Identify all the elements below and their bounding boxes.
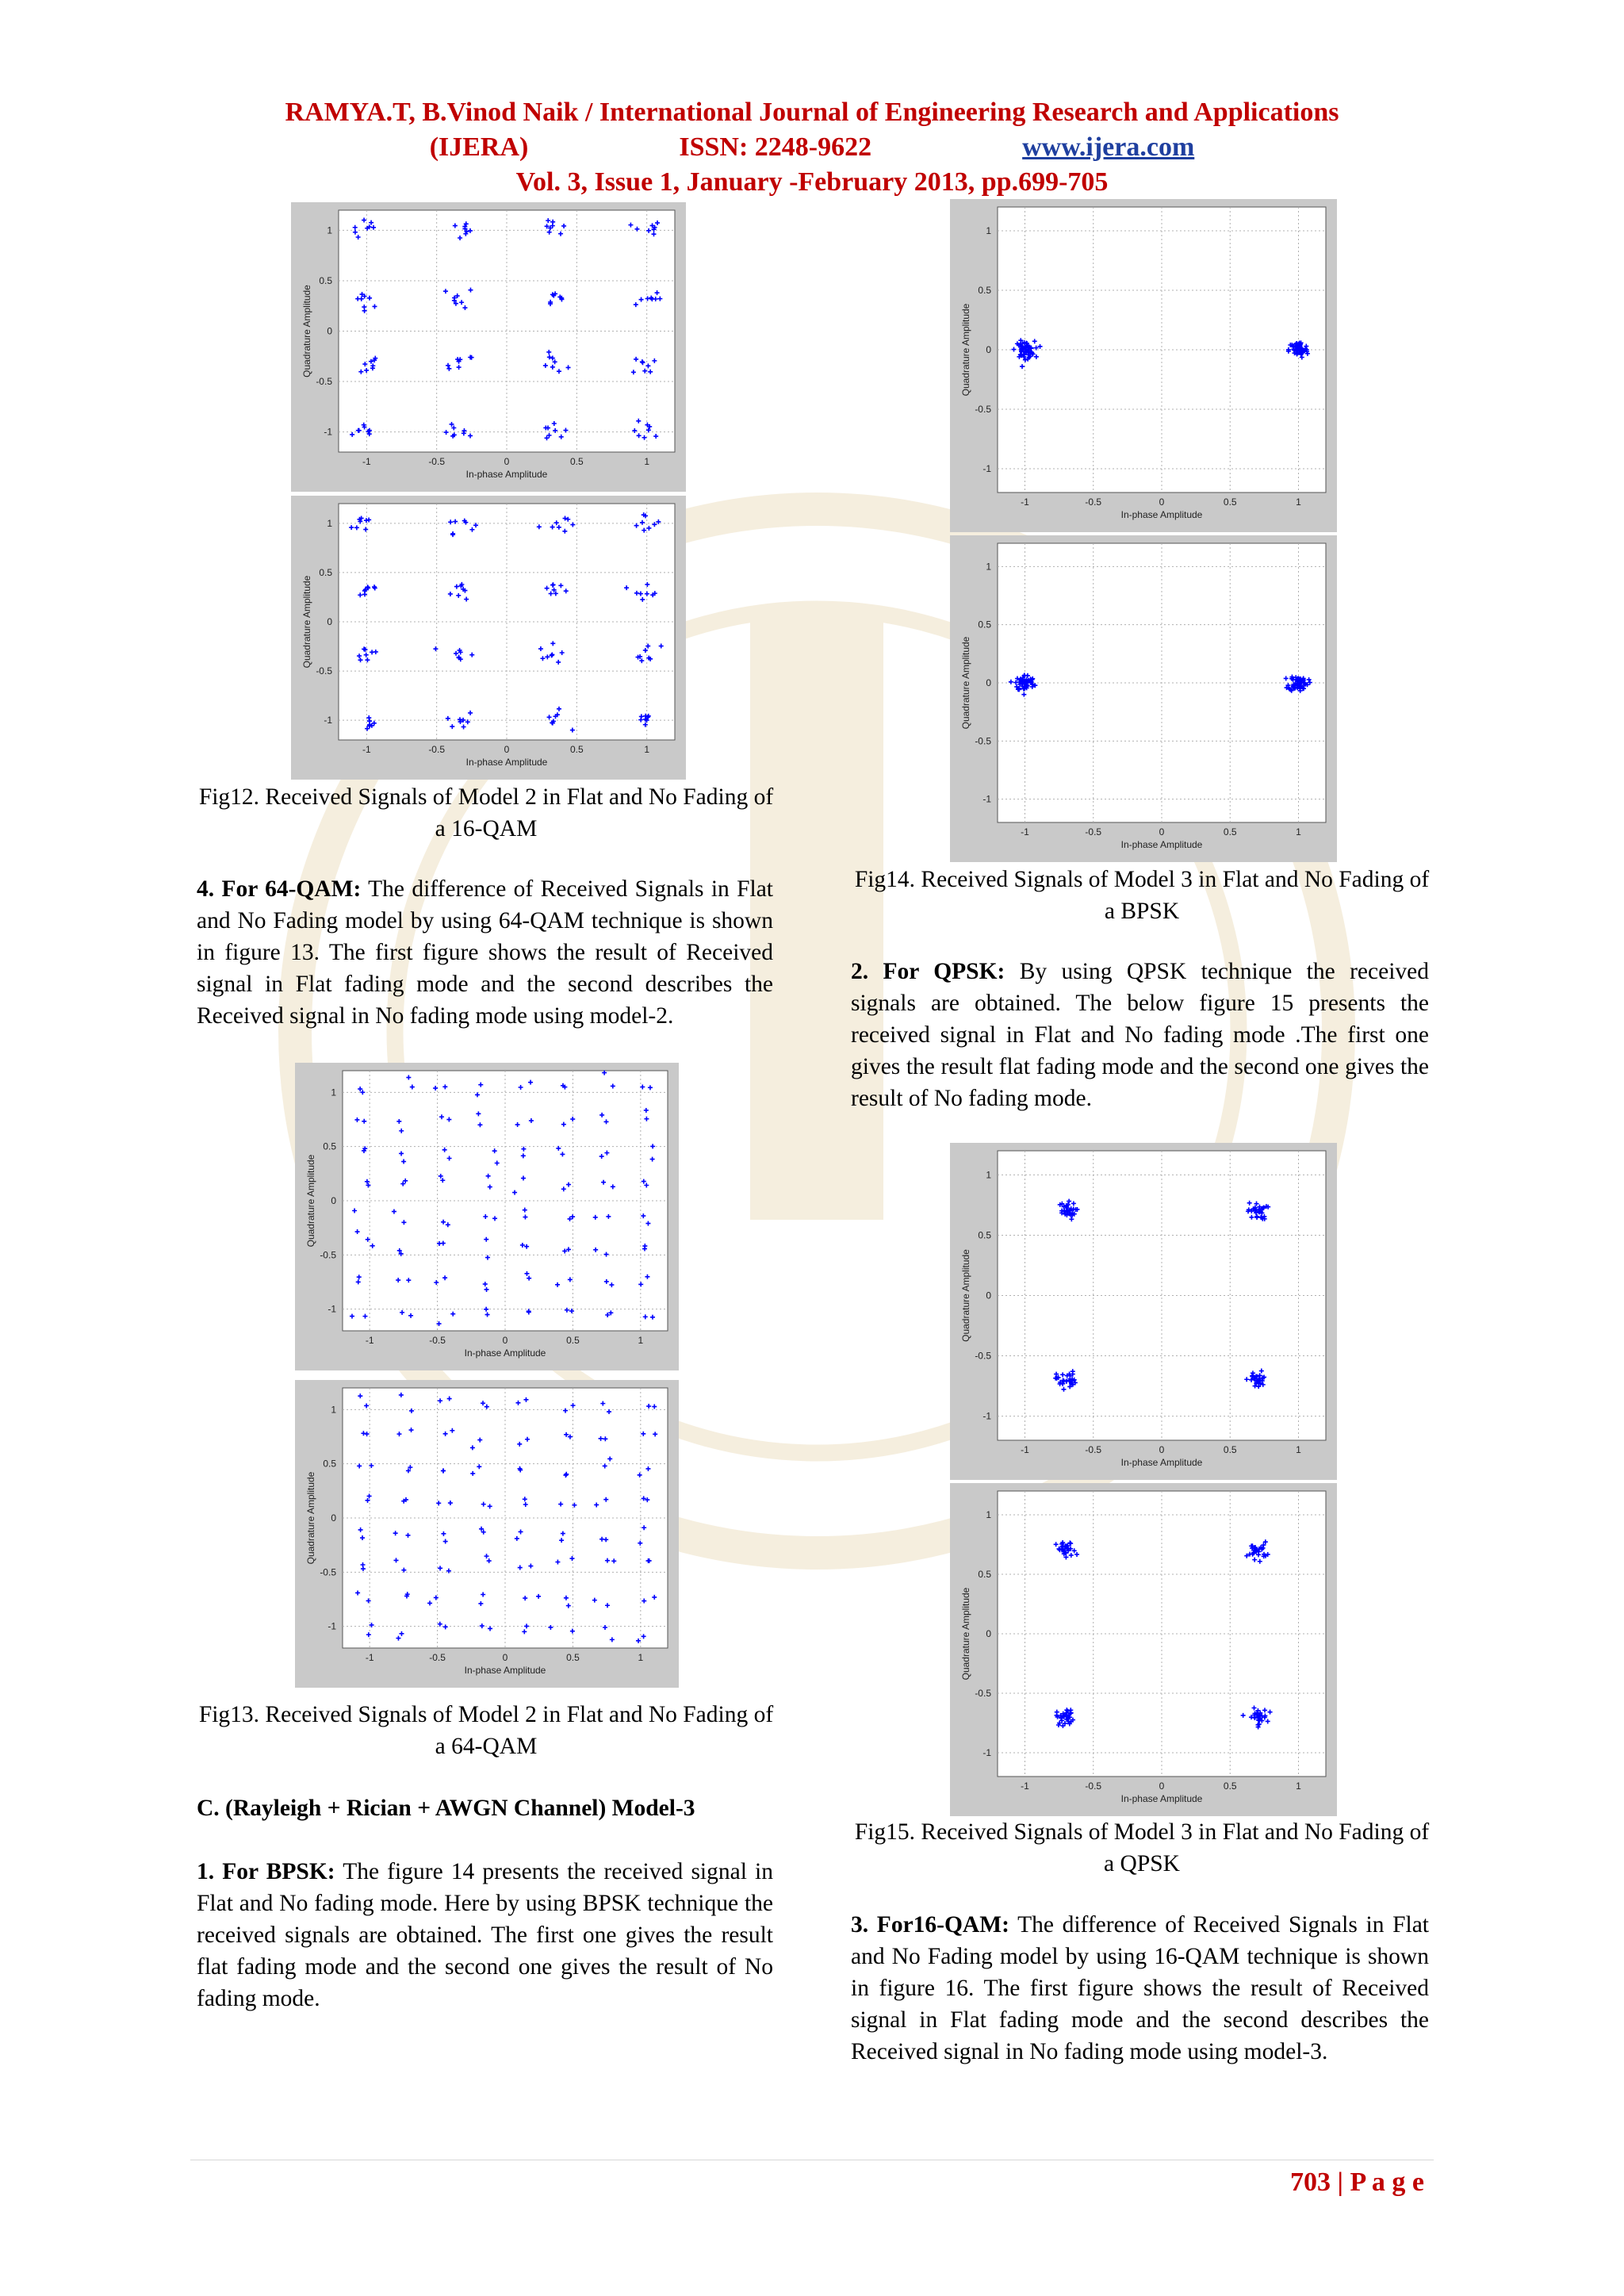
x-tick-label: -0.5 (1085, 1780, 1102, 1792)
x-tick-label: -0.5 (428, 744, 446, 755)
header-authors-line: RAMYA.T, B.Vinod Naik / International Journal of Engineering Research and Applications (285, 98, 1339, 127)
x-tick-label: 0 (1159, 1444, 1165, 1455)
x-tick-label: 0 (502, 1652, 508, 1663)
section-qpsk-heading: 2. For QPSK: (851, 959, 1005, 984)
section-qpsk-text: By using QPSK technique the received signals are obtained. The below figure 15 presents the received signal in Flat and No fading mode .The first one gives the result flat fading mode and the second one gives the result of No fading mode. (851, 959, 1429, 1111)
y-tick-label: 0 (331, 1512, 336, 1524)
x-tick-label: -1 (1021, 1780, 1029, 1792)
y-tick-label: 0 (986, 344, 991, 355)
figure-12-caption: Fig12. Received Signals of Model 2 in Flat and No Fading of a 16-QAM (198, 784, 774, 841)
y-axis-label: Quadrature Amplitude (960, 303, 971, 397)
y-tick-label: -1 (324, 426, 332, 438)
x-tick-label: 1 (1296, 1444, 1301, 1455)
figure-13-nofading (295, 1380, 679, 1688)
x-axis-label: In-phase Amplitude (1120, 1793, 1203, 1804)
x-tick-label: 1 (1296, 496, 1301, 508)
x-tick-label: -1 (1021, 1444, 1029, 1455)
x-tick-label: 0.5 (1223, 1780, 1237, 1792)
figure-13-flat (295, 1063, 679, 1370)
x-axis-label: In-phase Amplitude (1120, 839, 1203, 850)
figure-13-caption: Fig13. Received Signals of Model 2 in Flat and No Fading of a 64-QAM (198, 1702, 774, 1759)
y-tick-label: -1 (982, 1410, 991, 1422)
y-tick-label: -1 (327, 1303, 336, 1315)
x-tick-label: 1 (644, 456, 650, 467)
x-axis-label: In-phase Amplitude (1120, 1457, 1203, 1468)
y-tick-label: 1 (986, 225, 991, 236)
y-axis-label: Quadrature Amplitude (301, 285, 312, 378)
journal-abbrev: (IJERA) (429, 132, 529, 162)
y-tick-label: 1 (986, 1509, 991, 1520)
y-axis-label: Quadrature Amplitude (960, 636, 971, 730)
x-tick-label: -1 (362, 744, 371, 755)
y-tick-label: -0.5 (975, 404, 991, 415)
x-tick-label: 0.5 (566, 1652, 580, 1663)
x-tick-label: 0 (502, 1335, 508, 1346)
y-axis-label: Quadrature Amplitude (301, 575, 312, 669)
header-journal-line (119, 130, 1505, 165)
page-number: 703 | P a g e (1290, 2168, 1424, 2197)
x-tick-label: -0.5 (1085, 1444, 1102, 1455)
x-tick-label: 0 (1159, 496, 1165, 508)
x-tick-label: 1 (1296, 826, 1301, 838)
figure-15-caption: Fig15. Received Signals of Model 3 in Flat and No Fading of a QPSK (854, 1819, 1430, 1876)
x-tick-label: 0.5 (569, 744, 584, 755)
y-tick-label: 1 (986, 561, 991, 573)
figure-12-flat (291, 202, 686, 492)
y-tick-label: 1 (331, 1404, 336, 1416)
x-tick-label: 0 (1159, 826, 1165, 838)
y-tick-label: 0.5 (978, 285, 991, 296)
issn: ISSN: 2248-9622 (679, 132, 872, 162)
section-c-heading: C. (Rayleigh + Rician + AWGN Channel) Model-3 (197, 1796, 695, 1821)
y-tick-label: 0.5 (978, 1229, 991, 1241)
journal-website-link[interactable]: www.ijera.com (1022, 132, 1195, 162)
x-tick-label: -1 (365, 1652, 374, 1663)
x-tick-label: -1 (1021, 826, 1029, 838)
y-tick-label: -0.5 (316, 665, 332, 677)
y-tick-label: 0 (986, 1628, 991, 1639)
section-qpsk-paragraph (851, 956, 1429, 1114)
y-tick-label: -1 (327, 1620, 336, 1632)
x-axis-label: In-phase Amplitude (465, 469, 548, 480)
y-tick-label: -1 (982, 463, 991, 474)
y-tick-label: -0.5 (320, 1249, 336, 1261)
y-axis-label: Quadrature Amplitude (305, 1471, 316, 1565)
y-tick-label: 0.5 (319, 274, 332, 286)
x-tick-label: -0.5 (429, 1652, 446, 1663)
y-tick-label: 1 (327, 224, 332, 236)
section-bpsk-heading: 1. For BPSK: (197, 1859, 335, 1884)
y-tick-label: 0 (331, 1195, 336, 1206)
y-axis-label: Quadrature Amplitude (960, 1587, 971, 1681)
figure-14-flat (950, 199, 1337, 532)
x-tick-label: 0.5 (566, 1335, 580, 1346)
y-tick-label: 0 (327, 616, 332, 627)
x-tick-label: -0.5 (1085, 496, 1102, 508)
y-tick-label: 0.5 (323, 1458, 336, 1470)
y-tick-label: 1 (327, 517, 332, 529)
figure-14-caption: Fig14. Received Signals of Model 3 in Flat and No Fading of a BPSK (854, 867, 1430, 924)
y-tick-label: -0.5 (975, 735, 991, 747)
figure-14-nofading (950, 535, 1337, 862)
section-64qam-paragraph (197, 873, 773, 1032)
x-tick-label: 1 (638, 1652, 644, 1663)
x-tick-label: -0.5 (429, 1335, 446, 1346)
section-64qam-text: The difference of Received Signals in Flat and No Fading model by using 64-QAM technique is shown in figure 13. The first figure shows the result of Received signal in Flat fading mode and the second describes the Received signal in No fading mode using model-2. (197, 876, 774, 1029)
y-tick-label: 0.5 (323, 1140, 336, 1152)
y-tick-label: -1 (982, 793, 991, 805)
y-tick-label: -0.5 (975, 1350, 991, 1362)
x-tick-label: 0 (504, 456, 510, 467)
section-16qam-text: The difference of Received Signals in Flat and No Fading model by using 16-QAM technique is shown in figure 16. The first figure shows the result of Received signal in Flat fading mode and the second describes the Received signal in No fading mode using model-3. (851, 1912, 1430, 2064)
x-tick-label: 0 (1159, 1780, 1165, 1792)
section-16qam-paragraph (851, 1909, 1429, 2068)
x-tick-label: 0.5 (1223, 496, 1237, 508)
header-volume-line: Vol. 3, Issue 1, January -February 2013, pp.699-705 (515, 167, 1109, 197)
x-tick-label: -1 (365, 1335, 374, 1346)
y-tick-label: -1 (324, 715, 332, 726)
y-tick-label: 0 (986, 1290, 991, 1301)
x-tick-label: -0.5 (1085, 826, 1102, 838)
y-tick-label: 0.5 (978, 619, 991, 631)
y-tick-label: 0.5 (319, 566, 332, 578)
section-64qam-heading: 4. For 64-QAM: (197, 876, 362, 902)
x-tick-label: 0.5 (1223, 1444, 1237, 1455)
figure-15-nofading (950, 1483, 1337, 1816)
x-axis-label: In-phase Amplitude (464, 1347, 546, 1359)
section-16qam-heading: 3. For16-QAM: (851, 1912, 1009, 1938)
y-tick-label: 1 (986, 1169, 991, 1181)
x-tick-label: 1 (1296, 1780, 1301, 1792)
y-tick-label: -0.5 (316, 376, 332, 388)
x-axis-label: In-phase Amplitude (465, 757, 548, 768)
figure-12-nofading (291, 496, 686, 780)
y-tick-label: 1 (331, 1087, 336, 1098)
figure-15-flat (950, 1143, 1337, 1480)
y-axis-label: Quadrature Amplitude (960, 1249, 971, 1342)
page-header (119, 95, 1505, 200)
y-axis-label: Quadrature Amplitude (305, 1154, 316, 1248)
x-tick-label: 0.5 (1223, 826, 1237, 838)
x-tick-label: 1 (644, 744, 650, 755)
y-tick-label: 0 (327, 325, 332, 337)
x-axis-label: In-phase Amplitude (1120, 509, 1203, 520)
x-axis-label: In-phase Amplitude (464, 1665, 546, 1676)
x-tick-label: 1 (638, 1335, 644, 1346)
y-tick-label: -0.5 (320, 1566, 336, 1578)
x-tick-label: -1 (362, 456, 371, 467)
section-bpsk-text: The figure 14 presents the received signal in Flat and No fading mode. Here by using BPSK technique the received signals are obtained. The first one gives the result flat fading mode and the second one gives the result of No fading mode. (197, 1859, 773, 2011)
y-tick-label: -0.5 (975, 1688, 991, 1699)
section-bpsk-paragraph (197, 1856, 773, 2014)
x-tick-label: 0 (504, 744, 510, 755)
y-tick-label: -1 (982, 1747, 991, 1758)
x-tick-label: -0.5 (428, 456, 446, 467)
x-tick-label: -1 (1021, 496, 1029, 508)
y-tick-label: 0 (986, 677, 991, 688)
x-tick-label: 0.5 (569, 456, 584, 467)
y-tick-label: 0.5 (978, 1569, 991, 1580)
